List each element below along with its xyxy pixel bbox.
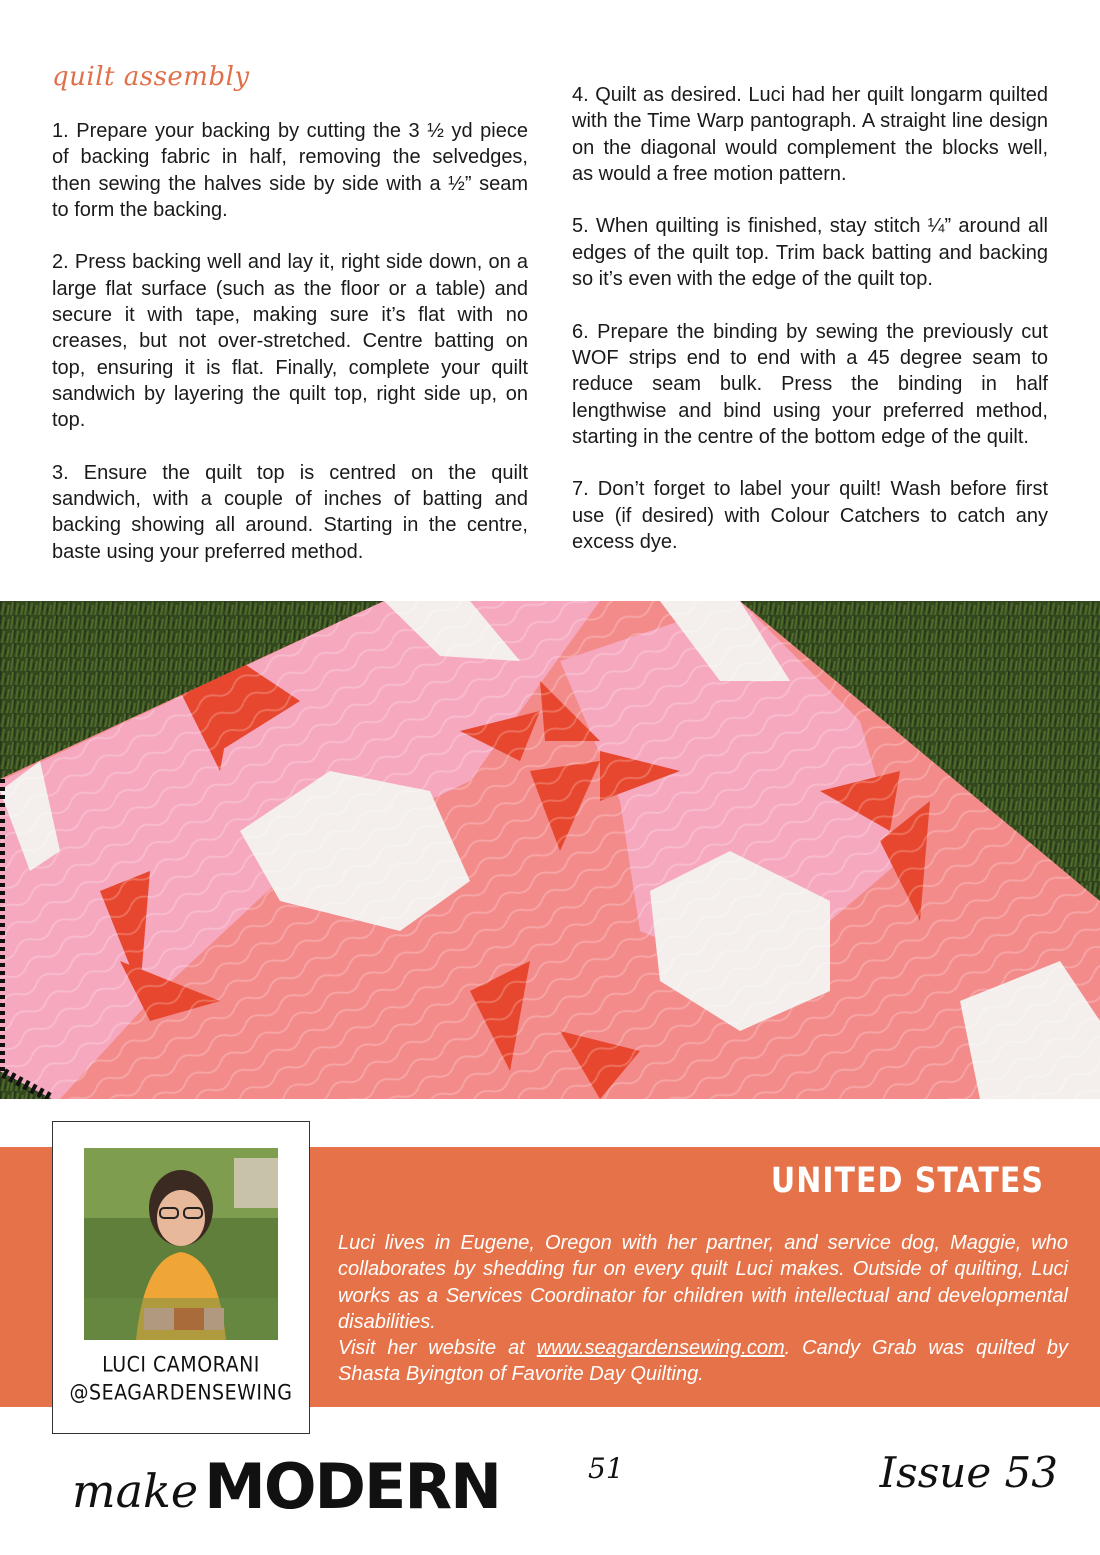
issue-number: Issue 53 — [879, 1448, 1058, 1497]
step-1: 1. Prepare your backing by cutting the 3 ½ yd piece of backing fabric in half, removing the selvedges, then sewing the halves side by side with a ½” seam to form the backing. — [52, 120, 528, 221]
designer-polaroid — [52, 1121, 310, 1434]
step-4: 4. Quilt as desired. Luci had her quilt longarm quilted with the Time Warp pantograph. A straight line design on the diagonal would complement the blocks well, as would a free motion pattern. — [572, 84, 1048, 185]
instructions-left-column — [52, 118, 528, 591]
bio-website-prefix: Visit her website at — [338, 1337, 537, 1360]
designer-handle: @SEAGARDENSEWING — [69, 1380, 293, 1406]
page-number: 51 — [588, 1452, 624, 1485]
designer-country: UNITED STATES — [770, 1161, 1044, 1202]
make-modern-logo — [72, 1448, 500, 1523]
bio-paragraph-1: Luci lives in Eugene, Oregon with her partner, and service dog, Maggie, who collaborates by shedding fur on every quilt Luci makes. Outside of quilting, Luci works as a Services Coordinator for children with intellectual and developmental disabilities. — [338, 1232, 1068, 1333]
quilt-photo — [0, 601, 1100, 1099]
bio-paragraph-2 — [338, 1335, 1068, 1388]
step-2: 2. Press backing well and lay it, right side down, on a large flat surface (such as the floor or a table) and secure it with tape, making sure it’s flat with no creases, but not over-stretched. Centre batting on top, ensuring it is flat. Finally, complete your quilt sandwich by layering the quilt top, right side up, on top. — [52, 251, 528, 432]
logo-make-text: make — [72, 1464, 199, 1518]
designer-name: LUCI CAMORANI — [102, 1352, 260, 1378]
bio-website-suffix: . Candy Grab was quilted by Shasta Byington of Favorite Day Quilting. — [338, 1337, 1068, 1386]
logo-modern-text: MODERN — [204, 1450, 500, 1523]
step-7: 7. Don’t forget to label your quilt! Wash before first use (if desired) with Colour Catchers to catch any excess dye. — [572, 478, 1048, 554]
designer-portrait — [84, 1148, 278, 1340]
instructions-right-column — [572, 82, 1048, 582]
section-title: quilt assembly — [52, 62, 250, 92]
designer-bio — [338, 1230, 1068, 1388]
step-5: 5. When quilting is finished, stay stitch ¼” around all edges of the quilt top. Trim back batting and backing so it’s even with the edge of the quilt top. — [572, 215, 1048, 291]
step-6: 6. Prepare the binding by sewing the previously cut WOF strips end to end with a 45 degree seam to reduce seam bulk. Press the binding in half lengthwise and bind using your preferred method, starting in the centre of the bottom edge of the quilt. — [572, 320, 1048, 448]
website-link[interactable]: www.seagardensewing.com — [536, 1337, 785, 1360]
step-3: 3. Ensure the quilt top is centred on the quilt sandwich, with a couple of inches of batting and backing showing all around. Starting in the centre, baste using your preferred method. — [52, 461, 528, 563]
